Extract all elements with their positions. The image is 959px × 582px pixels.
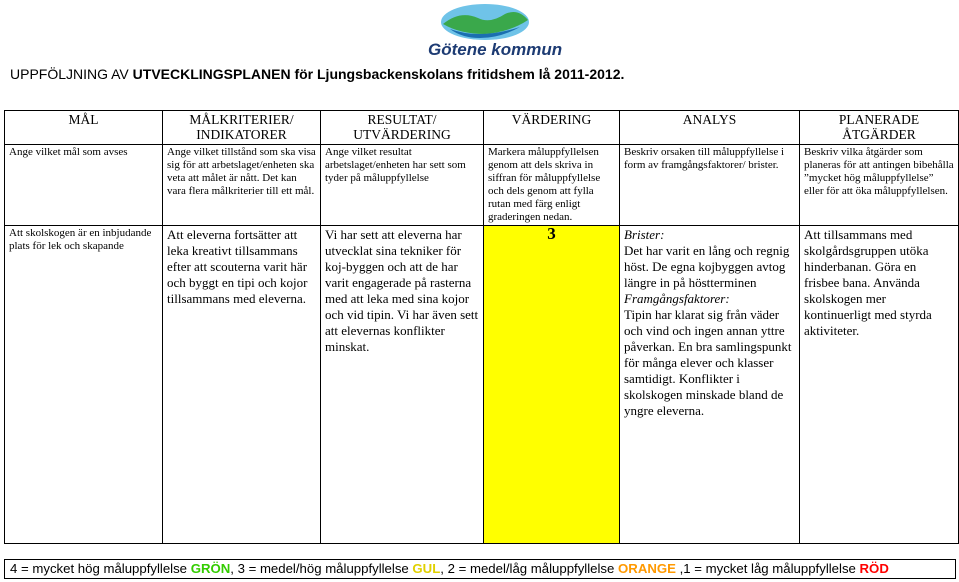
analys-brister-text: Det har varit en lång och regnig höst. De egna kojbyggen avtog längre in på höstterminen: [624, 243, 790, 290]
analys-brister-label: Brister:: [624, 227, 665, 242]
entry-row: [5, 226, 959, 544]
header-mal: MÅL: [5, 111, 163, 145]
instruction-analys: Beskriv orsaken till måluppfyllelse i form av framgångsfaktorer/ brister.: [620, 145, 800, 226]
heading-title: UTVECKLINGSPLANEN för Ljungsbackenskolans fritidshem lå 2011-2012.: [132, 66, 625, 82]
development-plan-table: [4, 110, 959, 544]
legend-part-1: 4 = mycket hög måluppfyllelse: [10, 561, 191, 576]
header-vardering: VÄRDERING: [484, 111, 620, 145]
entry-rating-value: 3: [547, 224, 556, 243]
instruction-planerade: Beskriv vilka åtgärder som planeras för att antingen bibehålla ”mycket hög måluppfyllelse” eller för att öka måluppfyllelsen.: [800, 145, 959, 226]
rating-legend: [4, 559, 956, 579]
legend-part-3: , 2 = medel/låg måluppfyllelse: [440, 561, 619, 576]
header-analys: ANALYS: [620, 111, 800, 145]
analys-framgang-label: Framgångsfaktorer:: [624, 291, 730, 306]
logo-text: Götene kommun: [428, 40, 563, 59]
instruction-mal: Ange vilket mål som avses: [5, 145, 163, 226]
legend-yellow: GUL: [412, 561, 441, 576]
instruction-kriterier: Ange vilket tillstånd som ska visa sig för att arbetslaget/enheten ska veta att målet är nått. Det kan vara flera målkriterier till ett mål.: [163, 145, 321, 226]
entry-resultat: Vi har sett att eleverna har utvecklat sina tekniker för koj-byggen och att de har varit engagerade på rasterna med att leka med sina kojor och vid tipin. Vi har även sett att elevernas konflikter minskat.: [321, 226, 484, 544]
entry-mal: Att skolskogen är en inbjudande plats för lek och skapande: [5, 226, 163, 544]
heading-prefix: UPPFÖLJNING AV: [10, 66, 133, 82]
entry-analys: [620, 226, 800, 544]
header-kriterier: MÅLKRITERIER/ INDIKATORER: [163, 111, 321, 145]
entry-kriterier: Att eleverna fortsätter att leka kreativt tillsammans efter att scouterna varit här och byggt en tipi och kojor tillsammans med eleverna.: [163, 226, 321, 544]
entry-planerade: Att tillsammans med skolgårdsgruppen utöka hinderbanan. Göra en frisbee bana. Använda skolskogen mer kontinuerligt med styrda aktiviteter.: [800, 226, 959, 544]
legend-orange: ORANGE: [618, 561, 676, 576]
instruction-resultat: Ange vilket resultat arbetslaget/enheten har sett som tyder på måluppfyllelse: [321, 145, 484, 226]
instruction-row: [5, 145, 959, 226]
header-row: [5, 111, 959, 145]
page-heading: [10, 66, 624, 82]
instruction-vardering: Markera måluppfyllelsen genom att dels skriva in siffran för måluppfyllelse och dels genom att fylla rutan med färg enligt graderingen nedan.: [484, 145, 620, 226]
entry-rating-cell: [484, 226, 620, 544]
analys-framgang-text: Tipin har klarat sig från väder och vind och ingen annan yttre påverkan. En bra samlingspunkt för många elever och klasser samtidigt. Konflikter i skolskogen minskade bland de yngre eleverna.: [624, 307, 792, 418]
legend-red: RÖD: [859, 561, 889, 576]
legend-green: GRÖN: [190, 561, 231, 576]
header-planerade: PLANERADE ÅTGÄRDER: [800, 111, 959, 145]
legend-part-4: ,1 = mycket låg måluppfyllelse: [675, 561, 860, 576]
legend-part-2: , 3 = medel/hög måluppfyllelse: [230, 561, 413, 576]
header-resultat: RESULTAT/ UTVÄRDERING: [321, 111, 484, 145]
